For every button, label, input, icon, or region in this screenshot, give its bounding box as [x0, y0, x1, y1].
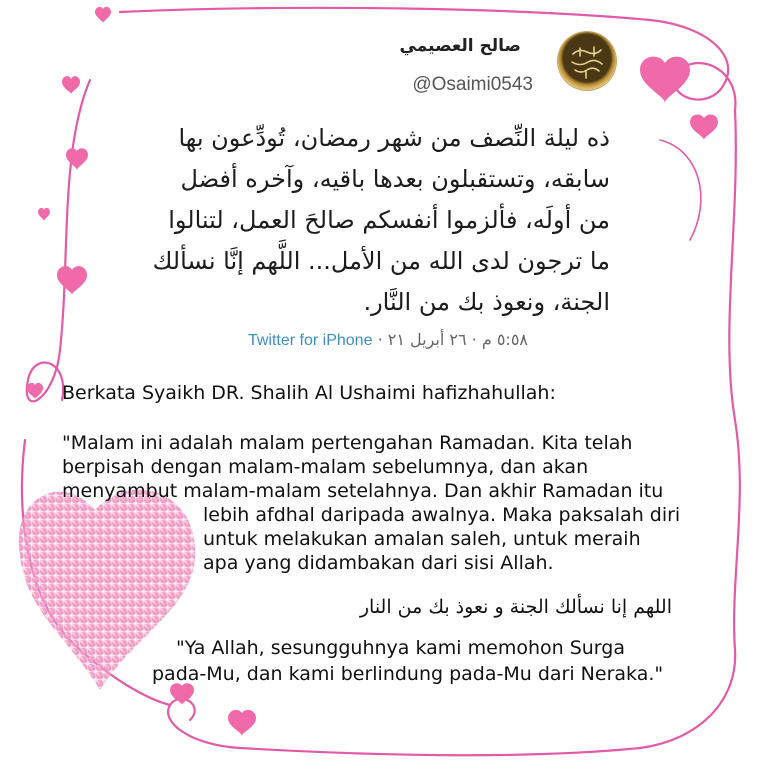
heart-icon	[38, 208, 50, 221]
tweet-timestamp[interactable]: ٥:٥٨ م · ٢٦ أبريل ٢١ ·	[377, 330, 528, 349]
translation-line: pada-Mu, dan kami berlindung pada-Mu dari Neraka."	[152, 663, 664, 685]
tweet-text	[110, 118, 610, 323]
caption-intro: Berkata Syaikh DR. Shalih Al Ushaimi hafizhahullah:	[62, 382, 556, 404]
author-name[interactable]: صالح العصيمي	[399, 36, 521, 56]
translation-line: lebih afdhal daripada awalnya. Maka paksalah diri	[203, 504, 681, 526]
frame-swirl-inner	[660, 140, 701, 240]
author-handle[interactable]: @Osaimi0543	[412, 74, 533, 95]
tweet-line: من أولَه، فألزموا أنفسكم صالحَ العمل، لتنالوا	[168, 206, 610, 234]
heart-icon	[690, 115, 718, 140]
translation-line: menyambut malam-malam setelahnya. Dan akhir Ramadan itu	[62, 480, 664, 502]
heart-icon	[57, 266, 87, 295]
tweet-line: ما ترجون لدى الله من الأمل... اللَّهم إنَّا نسألك	[152, 247, 610, 275]
heart-icon	[95, 7, 111, 23]
avatar[interactable]	[558, 32, 616, 90]
heart-icon	[19, 490, 196, 690]
translation-line: berpisah dengan malam-malam sebelumnya, dan akan	[62, 456, 589, 478]
calligraphy-seal-icon	[558, 32, 616, 90]
translation-line: "Malam ini adalah malam pertengahan Ramadan. Kita telah	[62, 432, 633, 454]
heart-icon	[228, 710, 256, 736]
tweet-line: ذه ليلة النِّصف من شهر رمضان، تُودِّعون بها	[178, 124, 610, 152]
tweet-line: الجنة، ونعوذ بك من النَّار.	[363, 288, 610, 316]
heart-icon	[66, 148, 88, 170]
tweet-source-link[interactable]: Twitter for iPhone	[247, 332, 373, 349]
translation-line: "Ya Allah, sesungguhnya kami memohon Surga	[176, 637, 625, 659]
translation-line: untuk melakukan amalan saleh, untuk meraih	[203, 528, 641, 550]
heart-icon	[62, 76, 80, 94]
frame-swirl-bottom	[168, 699, 240, 748]
dua-arabic: اللهم إنا نسألك الجنة و نعوذ بك من النار	[359, 596, 672, 618]
translation-line: apa yang didambakan dari sisi Allah.	[203, 552, 554, 574]
tweet-line: سابقه، وتستقبلون بعدها باقيه، وآخره أفضل	[180, 165, 610, 193]
frame-swirl-left	[27, 80, 90, 401]
tweet-meta	[248, 330, 528, 350]
